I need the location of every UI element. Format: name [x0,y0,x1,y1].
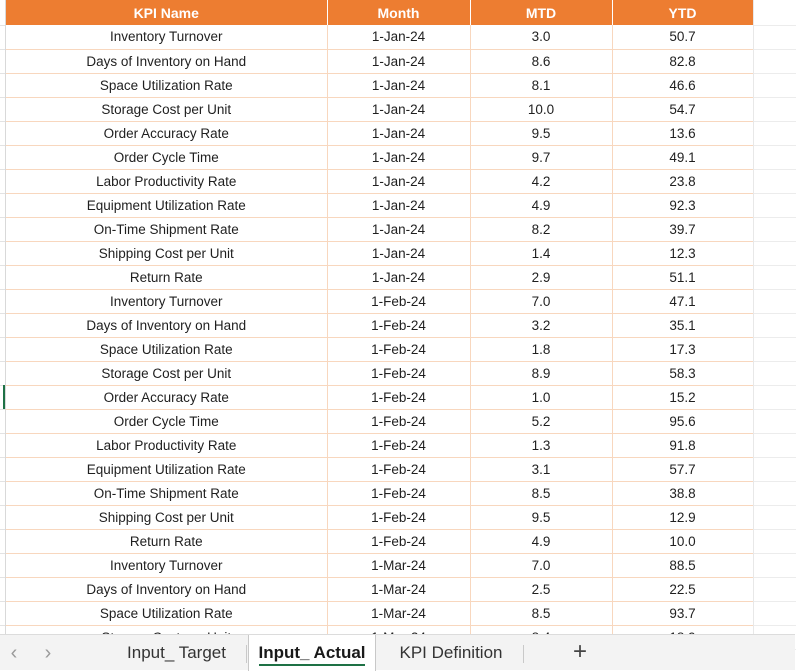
row-divider [0,121,5,122]
cell-ytd[interactable]: 91.8 [612,433,753,457]
table-row [6,241,753,265]
cell-month[interactable]: 1-Jan-24 [327,265,470,289]
row-divider [0,529,5,530]
table-row [6,49,753,73]
table-row [6,289,753,313]
active-row-marker [3,385,5,409]
cell-mtd[interactable]: 3.1 [470,457,612,481]
row-divider [0,505,5,506]
cell-ytd[interactable]: 12.9 [612,505,753,529]
row-divider [0,193,5,194]
chevron-left-icon[interactable]: ‹ [10,642,18,664]
gridline [754,169,796,170]
cell-mtd[interactable]: 9.7 [470,145,612,169]
cell-month[interactable]: 1-Jan-24 [327,97,470,121]
kpi-table [6,0,754,650]
gridline [754,385,796,386]
gridline [754,217,796,218]
row-divider [0,25,5,26]
cell-kpi-name[interactable]: Space Utilization Rate [6,601,327,625]
cell-month[interactable]: 1-Jan-24 [327,25,470,49]
cell-month[interactable]: 1-Mar-24 [327,601,470,625]
tab-kpi-definition[interactable] [380,635,522,671]
table-row [6,361,753,385]
cell-month[interactable]: 1-Jan-24 [327,241,470,265]
cell-mtd[interactable]: 8.6 [470,49,612,73]
cell-mtd[interactable]: 8.1 [470,73,612,97]
row-divider [0,145,5,146]
cell-kpi-name[interactable]: Labor Productivity Rate [6,169,327,193]
cell-month[interactable]: 1-Feb-24 [327,481,470,505]
cell-kpi-name[interactable]: Space Utilization Rate [6,73,327,97]
cell-kpi-name[interactable]: Space Utilization Rate [6,337,327,361]
gridline [754,121,796,122]
row-divider [0,337,5,338]
cell-mtd[interactable]: 1.8 [470,337,612,361]
tab-label: KPI Definition [399,643,503,662]
row-divider [0,553,5,554]
cell-month[interactable]: 1-Jan-24 [327,217,470,241]
gridline [754,73,796,74]
row-divider [0,217,5,218]
cell-mtd[interactable]: 7.0 [470,553,612,577]
cell-mtd[interactable]: 4.9 [470,529,612,553]
row-divider [0,577,5,578]
tab-divider [523,645,524,663]
gridline [754,49,796,50]
cell-month[interactable]: 1-Feb-24 [327,385,470,409]
cell-mtd[interactable]: 9.5 [470,121,612,145]
cell-month[interactable]: 1-Mar-24 [327,553,470,577]
cell-ytd[interactable]: 39.7 [612,217,753,241]
gridline [754,289,796,290]
cell-month[interactable]: 1-Feb-24 [327,313,470,337]
cell-mtd[interactable]: 8.5 [470,601,612,625]
table-row [6,409,753,433]
gridline [754,601,796,602]
cell-ytd[interactable]: 49.1 [612,145,753,169]
row-divider [0,241,5,242]
cell-ytd[interactable]: 92.3 [612,193,753,217]
gridline [754,193,796,194]
header-ytd[interactable]: YTD [612,0,753,25]
table-row [6,601,753,625]
table-row [6,529,753,553]
gridline [754,145,796,146]
table-row [6,505,753,529]
empty-column-area[interactable] [753,0,795,634]
cell-kpi-name[interactable]: Days of Inventory on Hand [6,577,327,601]
table-row [6,145,753,169]
cell-mtd[interactable]: 1.4 [470,241,612,265]
cell-kpi-name[interactable]: Labor Productivity Rate [6,433,327,457]
table-body [6,25,753,649]
gridline [754,481,796,482]
cell-month[interactable]: 1-Jan-24 [327,145,470,169]
cell-ytd[interactable]: 22.5 [612,577,753,601]
cell-kpi-name[interactable]: Order Accuracy Rate [6,385,327,409]
cell-ytd[interactable]: 23.8 [612,169,753,193]
cell-mtd[interactable]: 1.0 [470,385,612,409]
cell-kpi-name[interactable]: Order Cycle Time [6,145,327,169]
row-divider [0,73,5,74]
cell-mtd[interactable]: 5.2 [470,409,612,433]
cell-kpi-name[interactable]: Shipping Cost per Unit [6,241,327,265]
row-divider [0,313,5,314]
table-row [6,265,753,289]
table-row [6,553,753,577]
cell-kpi-name[interactable]: Inventory Turnover [6,289,327,313]
table-row [6,337,753,361]
cell-month[interactable]: 1-Mar-24 [327,577,470,601]
gridline [754,337,796,338]
row-divider [0,409,5,410]
gridline [754,625,796,626]
cell-mtd[interactable]: 3.0 [470,25,612,49]
cell-month[interactable]: 1-Jan-24 [327,121,470,145]
cell-mtd[interactable]: 3.2 [470,313,612,337]
table-row [6,481,753,505]
cell-ytd[interactable]: 57.7 [612,457,753,481]
cell-ytd[interactable]: 93.7 [612,601,753,625]
cell-kpi-name[interactable]: Equipment Utilization Rate [6,457,327,481]
gridline [754,25,796,26]
cell-month[interactable]: 1-Feb-24 [327,529,470,553]
cell-mtd[interactable]: 2.5 [470,577,612,601]
gridline [754,265,796,266]
table-row [6,433,753,457]
cell-kpi-name[interactable]: Inventory Turnover [6,25,327,49]
cell-kpi-name[interactable]: Inventory Turnover [6,553,327,577]
cell-kpi-name[interactable]: Order Cycle Time [6,409,327,433]
cell-ytd[interactable]: 38.8 [612,481,753,505]
cell-kpi-name[interactable]: Shipping Cost per Unit [6,505,327,529]
cell-ytd[interactable]: 46.6 [612,73,753,97]
cell-ytd[interactable]: 58.3 [612,361,753,385]
cell-ytd[interactable]: 15.2 [612,385,753,409]
cell-mtd[interactable]: 8.5 [470,481,612,505]
cell-mtd[interactable]: 8.9 [470,361,612,385]
cell-ytd[interactable]: 82.8 [612,49,753,73]
row-divider [0,97,5,98]
header-mtd[interactable]: MTD [470,0,612,25]
gridline [754,529,796,530]
cell-kpi-name[interactable]: Equipment Utilization Rate [6,193,327,217]
gridline [754,577,796,578]
table-row [6,577,753,601]
table-row [6,121,753,145]
cell-ytd[interactable]: 35.1 [612,313,753,337]
row-divider [0,457,5,458]
table-header-row [6,0,753,25]
gridline [754,433,796,434]
tab-label: Input_ Actual [258,643,366,662]
gridline [754,241,796,242]
row-divider [0,265,5,266]
cell-month[interactable]: 1-Jan-24 [327,193,470,217]
table-row [6,97,753,121]
gridline [754,553,796,554]
table-row [6,313,753,337]
cell-ytd[interactable]: 95.6 [612,409,753,433]
table-row [6,385,753,409]
cell-kpi-name[interactable]: Days of Inventory on Hand [6,49,327,73]
cell-kpi-name[interactable]: On-Time Shipment Rate [6,481,327,505]
row-divider [0,625,5,626]
cell-mtd[interactable]: 9.5 [470,505,612,529]
gridline [754,97,796,98]
cell-month[interactable]: 1-Jan-24 [327,169,470,193]
cell-kpi-name[interactable]: Return Rate [6,529,327,553]
row-divider [0,289,5,290]
row-divider [0,49,5,50]
cell-ytd[interactable]: 50.7 [612,25,753,49]
cell-month[interactable]: 1-Feb-24 [327,433,470,457]
cell-ytd[interactable]: 12.3 [612,241,753,265]
gridline [754,409,796,410]
gridline [754,313,796,314]
cell-ytd[interactable]: 10.0 [612,529,753,553]
cell-ytd[interactable]: 88.5 [612,553,753,577]
cell-month[interactable]: 1-Feb-24 [327,505,470,529]
cell-month[interactable]: 1-Jan-24 [327,49,470,73]
tab-label: Input_ Target [127,643,226,662]
cell-month[interactable]: 1-Feb-24 [327,289,470,313]
cell-kpi-name[interactable]: Order Accuracy Rate [6,121,327,145]
cell-ytd[interactable]: 17.3 [612,337,753,361]
table-row [6,457,753,481]
cell-month[interactable]: 1-Feb-24 [327,457,470,481]
cell-ytd[interactable]: 51.1 [612,265,753,289]
table-row [6,73,753,97]
cell-ytd[interactable]: 54.7 [612,97,753,121]
cell-mtd[interactable]: 8.2 [470,217,612,241]
cell-month[interactable]: 1-Jan-24 [327,73,470,97]
row-divider [0,433,5,434]
tab-input-actual[interactable] [248,635,376,671]
row-divider [0,601,5,602]
gridline [754,505,796,506]
row-divider [0,169,5,170]
cell-mtd[interactable]: 4.2 [470,169,612,193]
header-month[interactable]: Month [327,0,470,25]
cell-mtd[interactable]: 7.0 [470,289,612,313]
row-divider [0,361,5,362]
tab-input-target[interactable] [108,635,245,671]
chevron-right-icon[interactable]: › [44,642,52,664]
table-row [6,193,753,217]
table-row [6,25,753,49]
cell-mtd[interactable]: 10.0 [470,97,612,121]
table-row [6,169,753,193]
cell-kpi-name[interactable]: Return Rate [6,265,327,289]
cell-mtd[interactable]: 1.3 [470,433,612,457]
sheet-tab-bar [0,634,795,670]
gridline [754,457,796,458]
cell-kpi-name[interactable]: On-Time Shipment Rate [6,217,327,241]
cell-month[interactable]: 1-Feb-24 [327,409,470,433]
cell-mtd[interactable]: 2.9 [470,265,612,289]
gridline [754,361,796,362]
tab-divider [246,645,247,663]
cell-month[interactable]: 1-Feb-24 [327,361,470,385]
plus-icon[interactable]: + [572,638,587,665]
cell-ytd[interactable]: 47.1 [612,289,753,313]
cell-kpi-name[interactable]: Storage Cost per Unit [6,97,327,121]
table-row [6,217,753,241]
row-divider [0,481,5,482]
cell-ytd[interactable]: 13.6 [612,121,753,145]
cell-kpi-name[interactable]: Storage Cost per Unit [6,361,327,385]
cell-month[interactable]: 1-Feb-24 [327,337,470,361]
active-tab-underline [259,664,365,666]
cell-mtd[interactable]: 4.9 [470,193,612,217]
header-kpi-name[interactable]: KPI Name [6,0,327,25]
cell-kpi-name[interactable]: Days of Inventory on Hand [6,313,327,337]
